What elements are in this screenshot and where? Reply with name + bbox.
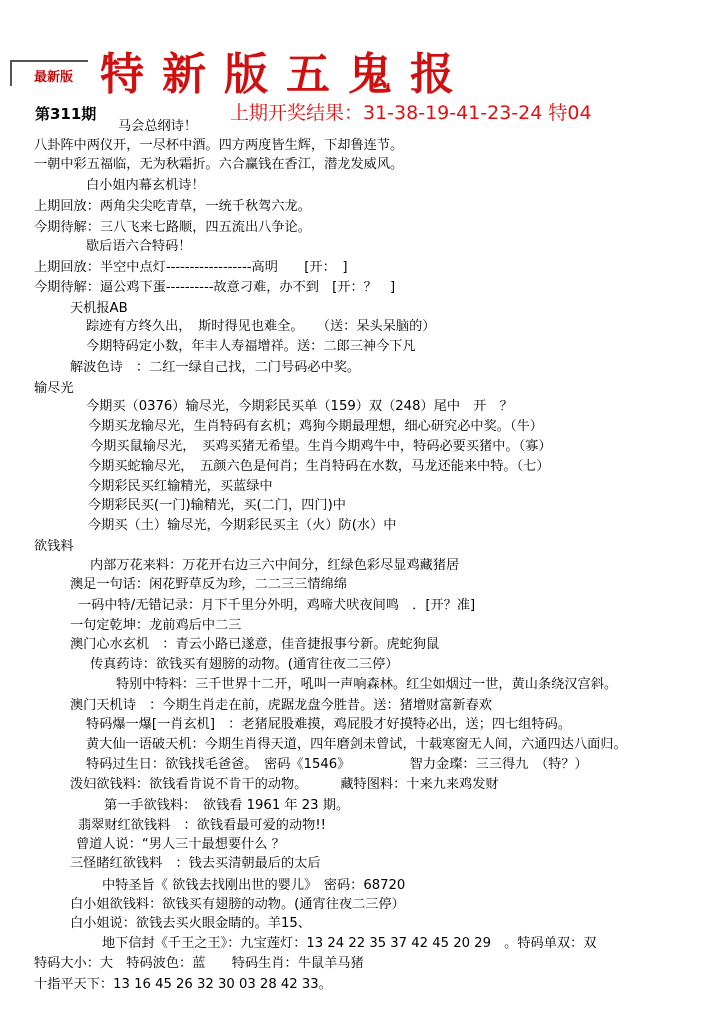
text-line: 一句定乾坤：龙前鸡后中二三 (70, 618, 242, 633)
text-line: 八卦阵中两仪开，一尽杯中酒。四方两度皆生辉，下却鲁连节。 (34, 138, 404, 153)
text-line: 今期买鼠输尽光， 买鸡买猪无希望。生肖今期鸡牛中，特码必要买猪中。（寡） (90, 439, 552, 454)
text-line: 今期彩民买(一门)输精光，买(二门，四门)中 (88, 498, 346, 513)
text-line: 泼妇欲钱料：欲钱看肯说不肯干的动物。 藏特图料：十来九来鸡发财 (70, 777, 499, 792)
text-line: 传真药诗：欲钱买有翅膀的动物。(通宵往夜二三停） (90, 657, 399, 672)
text-line: 欲钱料 (34, 539, 74, 554)
text-line: 曾道人说：“男人三十最想要什么 ？ (76, 837, 285, 852)
text-line: 翡翠财红欲钱料 ：欲钱看最可爱的动物!! (78, 818, 326, 833)
newest-edition-badge (10, 60, 88, 86)
text-line: 黄大仙一语破天机：今期生肖得天道，四年磨剑未曾试，十载寒窗无人间，六通四达八面归。 (86, 737, 627, 752)
text-line: 输尽光 (34, 381, 74, 396)
text-line: 特码过生日：欲钱找毛爸爸。 密码《1546》 智力金璨：三三得九 （特？） (86, 757, 588, 772)
text-line: 地下信封《千王之王》：九宝莲灯：13 24 22 35 37 42 45 20 29 。特码单双：双 (102, 936, 597, 951)
page-title: 特新版五鬼报 (100, 49, 472, 100)
text-line: 澳门心水玄机 ：青云小路已遂意，佳音捷报事兮新。虎蛇狗鼠 (70, 637, 440, 652)
text-line: 澳足一句话：闲花野草反为珍，二二三三情绵绵 (70, 577, 347, 592)
last-draw-result: 上期开奖结果：31-38-19-41-23-24 特04 (230, 102, 592, 124)
text-line: 一码中特/无错记录：月下千里分外明，鸡啼犬吠夜间鸣 ．[开？准] (78, 598, 476, 613)
text-line: 今期买（0376）输尽光，今期彩民买单（159）双（248）尾中 开 ？ (86, 399, 513, 414)
text-line: 十指平天下：13 16 45 26 32 30 03 28 42 33。 (34, 977, 332, 992)
text-line: 天机报AB (70, 301, 128, 316)
text-line: 特别中特料：三千世界十二开，吼叫一声响森林。红尘如烟过一世，黄山条绕汉宫斜。 (116, 677, 618, 692)
text-line: 今期待解：三八飞来七路顺，四五流出八争论。 (34, 220, 311, 235)
text-line: 今期特码定小数，年丰人寿福增祥。送：二郎三神今下凡 (86, 339, 416, 354)
text-line: 特码大小：大 特码波色：蓝 特码生肖：牛鼠羊马猪 (34, 956, 364, 971)
text-line: 内部万花来料：万花开右边三六中间分，红绿色彩尽显鸡藏猪居 (90, 558, 460, 573)
text-line: 上期回放：半空中点灯------------------高明 [开： ] (34, 260, 348, 275)
text-line: 白小姐欲钱料：欲钱买有翅膀的动物。(通宵往夜二三停） (70, 897, 405, 912)
text-line: 今期买（土）输尽光，今期彩民买主（火）防(水）中 (88, 518, 397, 533)
text-line: 今期买龙输尽光，生肖特码有玄机；鸡狗今期最理想，细心研究必中奖。（牛） (88, 419, 543, 434)
text-line: 中特圣旨《 欲钱去找刚出世的婴儿》 密码：68720 (102, 878, 406, 893)
text-line: 澳门天机诗 ：今期生肖走在前，虎踞龙盘今胜昔。送：猪增财富新春欢 (70, 698, 492, 713)
text-line: 今期待解：逼公鸡下蛋----------故意刁难，办不到 [开：？ ] (34, 280, 396, 295)
text-line: 白小姐说：欲钱去买火眼金睛的。羊15、 (70, 916, 311, 931)
text-line: 歇后语六合特码！ (86, 239, 192, 254)
text-line: 一朝中彩五福临，无为秋霜折。六合赢钱在香江，潜龙发威风。 (34, 157, 404, 172)
text-line: 三怪睹红欲钱料 ：钱去买清朝最后的太后 (70, 856, 321, 871)
text-line: 今期买蛇输尽光， 五颜六色是何肖；生肖特码在水数，马龙还能来中特。（七） (88, 459, 550, 474)
text-line: 今期彩民买红输精光，买蓝绿中 (88, 479, 273, 494)
text-line: 上期回放：两角尖尖吃青草，一统千秋驾六龙。 (34, 199, 311, 214)
text-line: 马会总纲诗！ (118, 119, 198, 134)
text-line: 白小姐内幕玄机诗！ (86, 178, 205, 193)
badge-label: 最新版 (34, 70, 74, 85)
text-line: 踪迹有方终久出， 斯时得见也难全。 （送：呆头呆脑的） (86, 319, 436, 334)
text-line: 特码爆一爆[一肖玄机] ：老猪屁股难摸，鸡屁股才好摸特必出，送；四七组特码。 (86, 717, 572, 732)
text-line: 第一手欲钱料： 欲钱看 1961 年 23 期。 (104, 798, 350, 813)
issue-number: 第311期 (35, 105, 97, 123)
text-line: 解波色诗 ：二红一绿自己找，二门号码必中奖。 (70, 360, 361, 375)
